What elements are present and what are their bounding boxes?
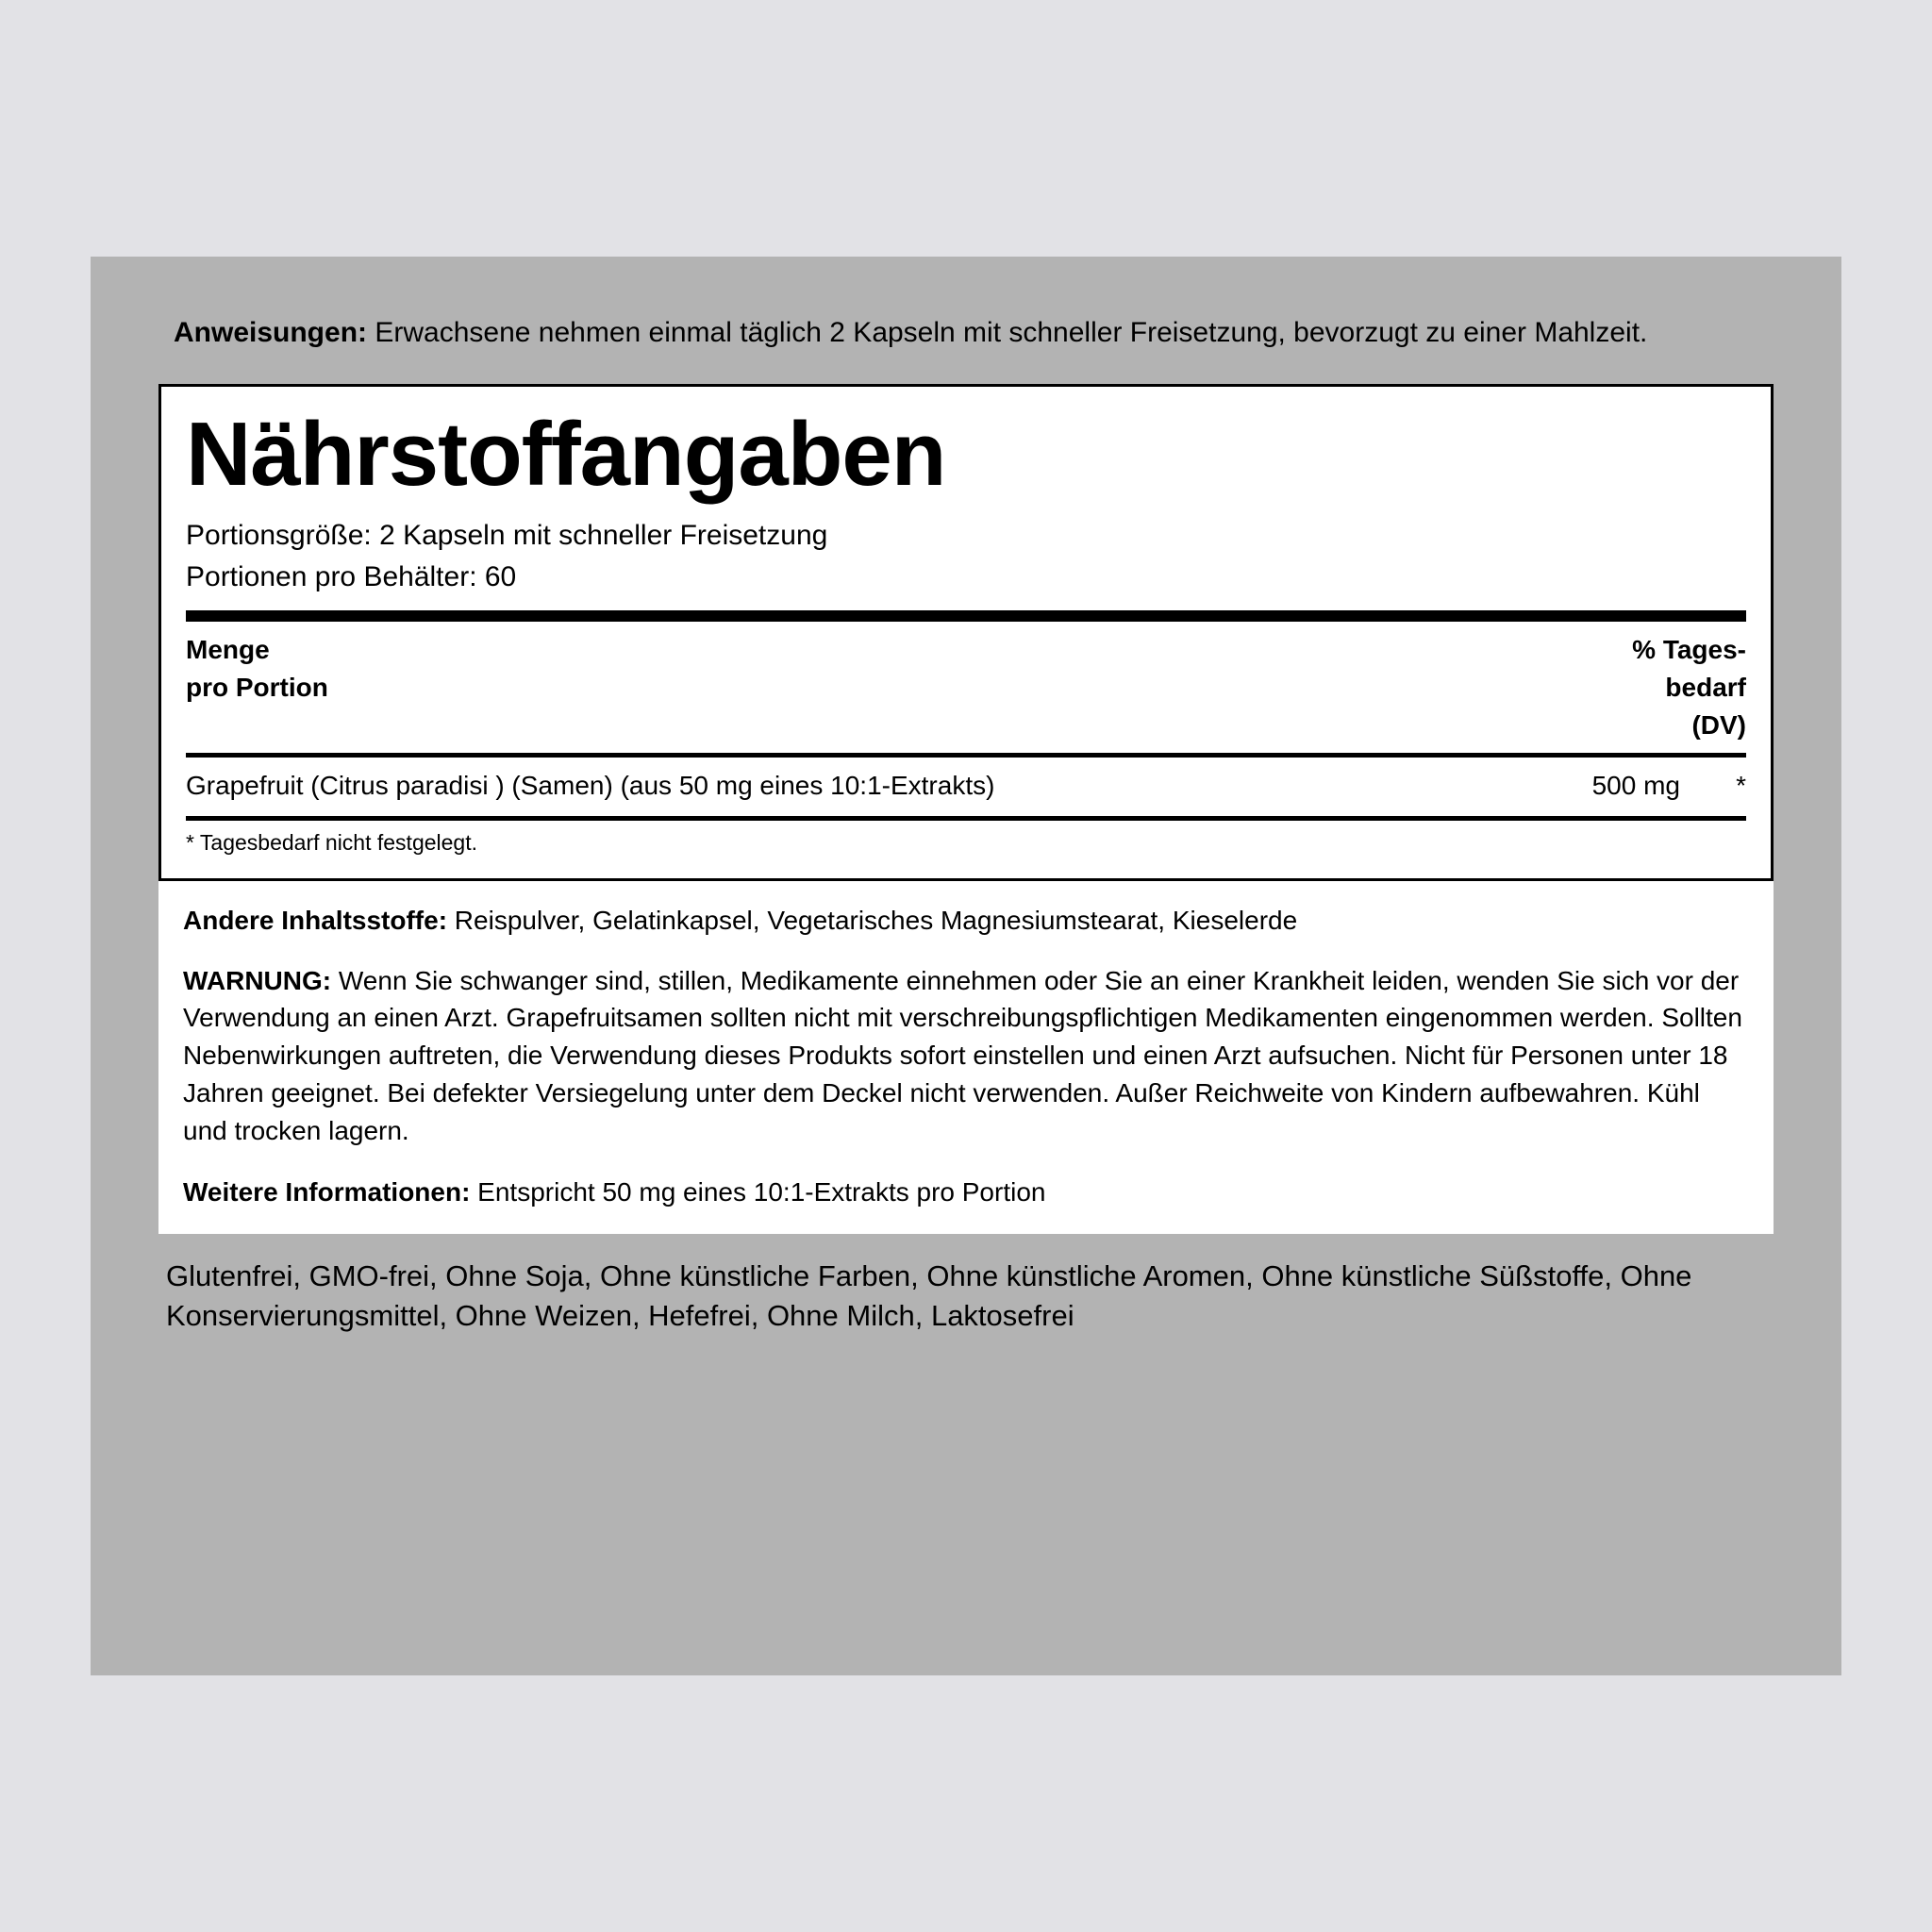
more-information-heading: Weitere Informationen: (183, 1177, 471, 1208)
ingredient-daily-value: * (1736, 771, 1746, 801)
more-information-block (183, 1174, 1749, 1210)
daily-value-header (1632, 631, 1746, 743)
more-information-text: Entspricht 50 mg eines 10:1-Extrakts pro Portion (470, 1177, 1046, 1208)
directions-text: Erwachsene nehmen einmal täglich 2 Kapseln mit schneller Freisetzung, bevorzugt zu einer Mahlzeit. (367, 317, 1648, 348)
dv-header-line1: % Tages- (1632, 635, 1746, 665)
label-details (158, 881, 1774, 1233)
warning-block (183, 962, 1749, 1150)
supplement-facts-box (158, 384, 1774, 881)
warning-heading: WARNUNG: (183, 965, 332, 995)
servings-per-container: Portionen pro Behälter: 60 (186, 560, 517, 592)
divider-thick-top (186, 610, 1746, 622)
amount-header-line1: Menge (186, 635, 270, 665)
table-row (186, 758, 1746, 816)
ingredient-name: Grapefruit (Citrus paradisi ) (Samen) (aus 50 mg eines 10:1-Extrakts) (186, 771, 995, 801)
other-ingredients-block (183, 902, 1749, 939)
other-ingredients-text: Reispulver, Gelatinkapsel, Vegetarisches Magnesiumstearat, Kieselerde (447, 906, 1298, 936)
ingredient-amount: 500 mg (1591, 771, 1680, 801)
daily-value-footnote: * Tagesbedarf nicht festgelegt. (186, 830, 478, 856)
directions-heading: Anweisungen: (174, 317, 368, 348)
product-claims: Glutenfrei, GMO-frei, Ohne Soja, Ohne künstliche Farben, Ohne künstliche Aromen, Ohne künstliche Süßstoffe, Ohne Konservierungsmittel, Ohne Weizen, Hefefrei, Ohne Milch, Laktosefrei (166, 1258, 1692, 1333)
supplement-facts-inner (161, 387, 1771, 878)
amount-header-line2: pro Portion (186, 672, 328, 702)
amount-per-serving-header (186, 631, 328, 707)
warning-text: Wenn Sie schwanger sind, stillen, Medikamente einnehmen oder Sie an einer Krankheit leiden, wenden Sie sich vor der Verwendung an einen Arzt. Grapefruitsamen sollten nicht mit verschreibungspflichtigen Medikamenten eingenommen werden. Sollten Nebenwirkungen auftreten, die Verwendung dieses Produkts sofort einstellen und einen Arzt aufsuchen. Nicht für Personen unter 18 Jahren geeignet. Bei defekter Versiegelung unter dem Deckel nicht verwenden. Außer Reichweite von Kindern aufbewahren. Kühl und trocken lagern. (183, 965, 1742, 1145)
dv-header-line3: (DV) (1691, 709, 1746, 740)
facts-title: Nährstoffangaben (186, 404, 946, 506)
other-ingredients-heading: Andere Inhaltsstoffe: (183, 906, 448, 936)
label-inner (91, 257, 1841, 1675)
directions-block (174, 313, 1721, 352)
label-panel (91, 257, 1841, 1675)
serving-size: Portionsgröße: 2 Kapseln mit schneller Freisetzung (186, 520, 828, 552)
dv-header-line2: bedarf (1665, 672, 1746, 702)
facts-header-row (186, 622, 1746, 753)
